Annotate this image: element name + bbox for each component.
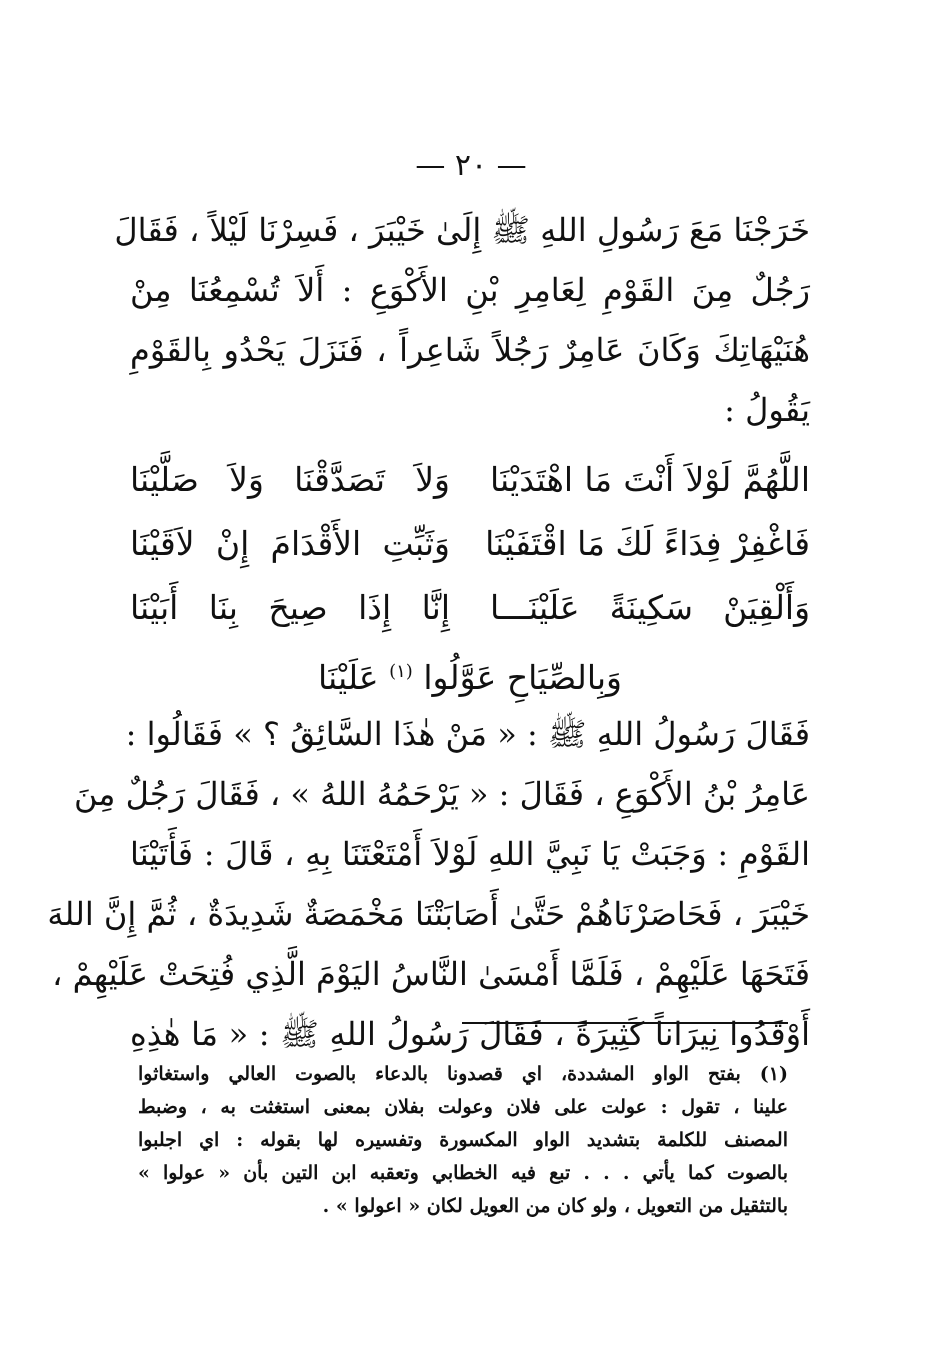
footnote-line: علينا ، تقول : عولت على فلان وعولت بفلان بمعنى استغثت به ، وضبط (138, 1096, 788, 1118)
text-line: خَيْبَرَ ، فَحَاصَرْنَاهُمْ حَتَّىٰ أَصَابَتْنَا مَخْمَصَةٌ شَدِيدَةٌ ، ثُمَّ إِنَّ اللهَ (47, 895, 810, 933)
text-line: أَوْقَدُوا نِيرَاناً كَثِيرَةً ، فَقَالَ رَسُولُ اللهِ ﷺ : « مَا هٰذِهِ (130, 1015, 810, 1053)
poem (130, 448, 810, 704)
verse-line (130, 448, 810, 512)
verse-second-half: إِنَّا إِذَا صِيحَ بِنَا أَبَيْنَا (130, 588, 450, 627)
footnote-line: بالتثقيل من التعويل ، ولو كان من العويل لكان « اعولوا » . (322, 1195, 788, 1217)
footnote-separator (462, 1022, 788, 1024)
text-line: القَوْمِ : وَجَبَتْ يَا نَبِيَّ اللهِ لَوْلاَ أَمْتَعْتَنَا بِهِ ، قَالَ : فَأَتَيْنَا (130, 835, 810, 873)
footnote-line: المصنف للكلمة بتشديد الواو المكسورة وتفسيره لها بقوله : اي اجلبوا (138, 1129, 788, 1151)
text-line: هُنَيْهَاتِكَ وَكَانَ عَامِرٌ رَجُلاً شَاعِراً ، فَنَزَلَ يَحْدُو بِالقَوْمِ (130, 331, 810, 369)
footnote-line: بالصوت كما يأتي . . . تبع فيه الخطابي وتعقبه ابن التين بأن « عولوا » (138, 1162, 788, 1184)
verse-line (130, 512, 810, 576)
verse-final-text: وَبِالصِّيَاحِ عَوَّلُوا (423, 658, 622, 697)
footnote (138, 1058, 788, 1223)
text-line: رَجُلٌ مِنَ القَوْمِ لِعَامِرِ بْنِ الأَكْوَعِ : أَلاَ تُسْمِعُنَا مِنْ (130, 271, 810, 309)
text-line: فَقَالَ رَسُولُ اللهِ ﷺ : « مَنْ هٰذَا السَّائِقُ ؟ » فَقَالُوا : (125, 715, 810, 753)
main-text (47, 200, 810, 1064)
verse-second-half: وَلاَ تَصَدَّقْنَا وَلاَ صَلَّيْنَا (130, 460, 450, 499)
page-number: — ٢٠ — (415, 148, 527, 183)
text-line: يَقُولُ : (724, 391, 810, 429)
text-line: خَرَجْنَا مَعَ رَسُولِ اللهِ ﷺ إِلَىٰ خَيْبَرَ ، فَسِرْنَا لَيْلاً ، فَقَالَ (114, 211, 810, 249)
footnote-marker: (١) (389, 661, 413, 682)
verse-second-half: وَثَبِّتِ الأَقْدَامَ إِنْ لاَقَيْنَا (130, 524, 450, 563)
verse-line (130, 576, 810, 640)
text-line: عَامِرُ بْنُ الأَكْوَعِ ، فَقَالَ : « يَرْحَمُهُ اللهُ » ، فَقَالَ رَجُلٌ مِنَ (73, 775, 810, 813)
verse-first-half: وَأَلْقِيَنْ سَكِينَةً عَلَيْنَـــا (490, 588, 810, 627)
footnote-line: (١) بفتح الواو المشددة، اي قصدونا بالدعاء بالصوت العالي واستغاثوا (138, 1063, 788, 1085)
verse-first-half: اللَّهُمَّ لَوْلاَ أَنْتَ مَا اهْتَدَيْنَا (490, 460, 810, 499)
text-line: فَتَحَهَا عَلَيْهِمْ ، فَلَمَّا أَمْسَىٰ النَّاسُ اليَوْمَ الَّذِي فُتِحَتْ عَلَيْهِمْ ، (52, 955, 810, 993)
verse-final-text-end: عَلَيْنَا (318, 658, 379, 697)
verse-line-final (130, 640, 810, 704)
verse-first-half: فَاغْفِرْ فِدَاءً لَكَ مَا اقْتَفَيْنَا (485, 524, 810, 563)
